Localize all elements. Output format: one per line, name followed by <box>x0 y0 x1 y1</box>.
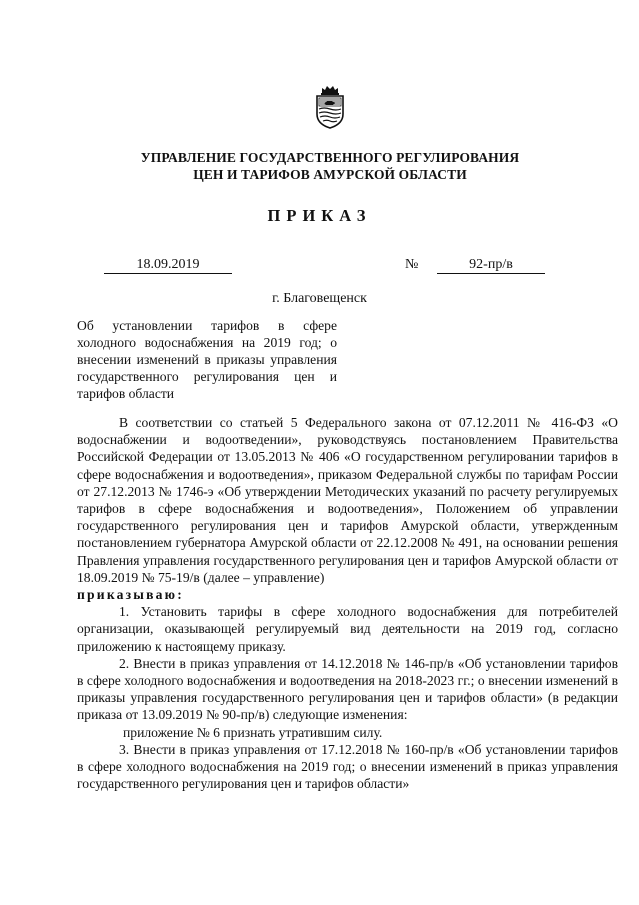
org-name-line-2: ЦЕН И ТАРИФОВ АМУРСКОЙ ОБЛАСТИ <box>193 167 467 182</box>
order-item-2: 2. Внести в приказ управления от 14.12.2018 № 146-пр/в «Об установлении тарифов в сфере холодного водоснабжения и водоотведения на 2018-2023 гг.; о внесении изменений в приказы управления государственного регулирования цен и тарифов области» (в редакции приказа от 13.09.2019 № 90-пр/в) следующие изменения: <box>77 655 618 723</box>
number-sign: № <box>405 257 419 272</box>
document-number: 92-пр/в <box>437 258 545 274</box>
order-item-3: 3. Внести в приказ управления от 17.12.2018 № 160-пр/в «Об установлении тарифов в сфере холодного водоснабжения на 2019 год; о внесении изменений в приказ управления государственного регулирования цен и тарифов области» <box>77 741 618 792</box>
document-body <box>77 414 618 792</box>
city-line: г. Благовещенск <box>272 291 367 306</box>
document-date: 18.09.2019 <box>104 258 232 274</box>
order-item-2-subitem: приложение № 6 признать утратившим силу. <box>123 724 383 740</box>
document-subject: Об установлении тарифов в сфере холодного водоснабжения на 2019 год; о внесении изменений в приказы управления государственного регулирования цен и тарифов области <box>77 318 337 401</box>
amur-oblast-coat-of-arms-icon <box>313 84 347 130</box>
document-type-title: ПРИКАЗ <box>267 206 372 225</box>
prikazyvayu-heading: приказываю: <box>77 587 184 603</box>
order-item-1: 1. Установить тарифы в сфере холодного водоснабжения для потребителей организации, оказывающей регулируемый вид деятельности на 2019 год, согласно приложению к настоящему приказу. <box>77 604 618 654</box>
org-name-line-1: УПРАВЛЕНИЕ ГОСУДАРСТВЕННОГО РЕГУЛИРОВАНИЯ <box>140 150 520 165</box>
preamble-paragraph: В соответствии со статьей 5 Федерального закона от 07.12.2011 № 416-ФЗ «О водоснабжении и водоотведении», руководствуясь постановлением Правительства Российской Федерации от 13.05.2013 № 406 «О государственном регулировании тарифов в сфере водоснабжения и водоотведения», приказом Федеральной службы по тарифам России от 27.12.2013 № 1746-э «Об утверждении Методических указаний по расчету регулируемых тарифов в сфере водоснабжения и водоотведения», Положением об управлении государственного регулирования цен и тарифов Амурской области, утвержденным постановлением губернатора Амурской области от 22.12.2008 № 491, на основании решения Правления управления государственного регулирования цен и тарифов Амурской области от 18.09.2019 № 75-19/в (далее – управление) <box>77 415 618 585</box>
